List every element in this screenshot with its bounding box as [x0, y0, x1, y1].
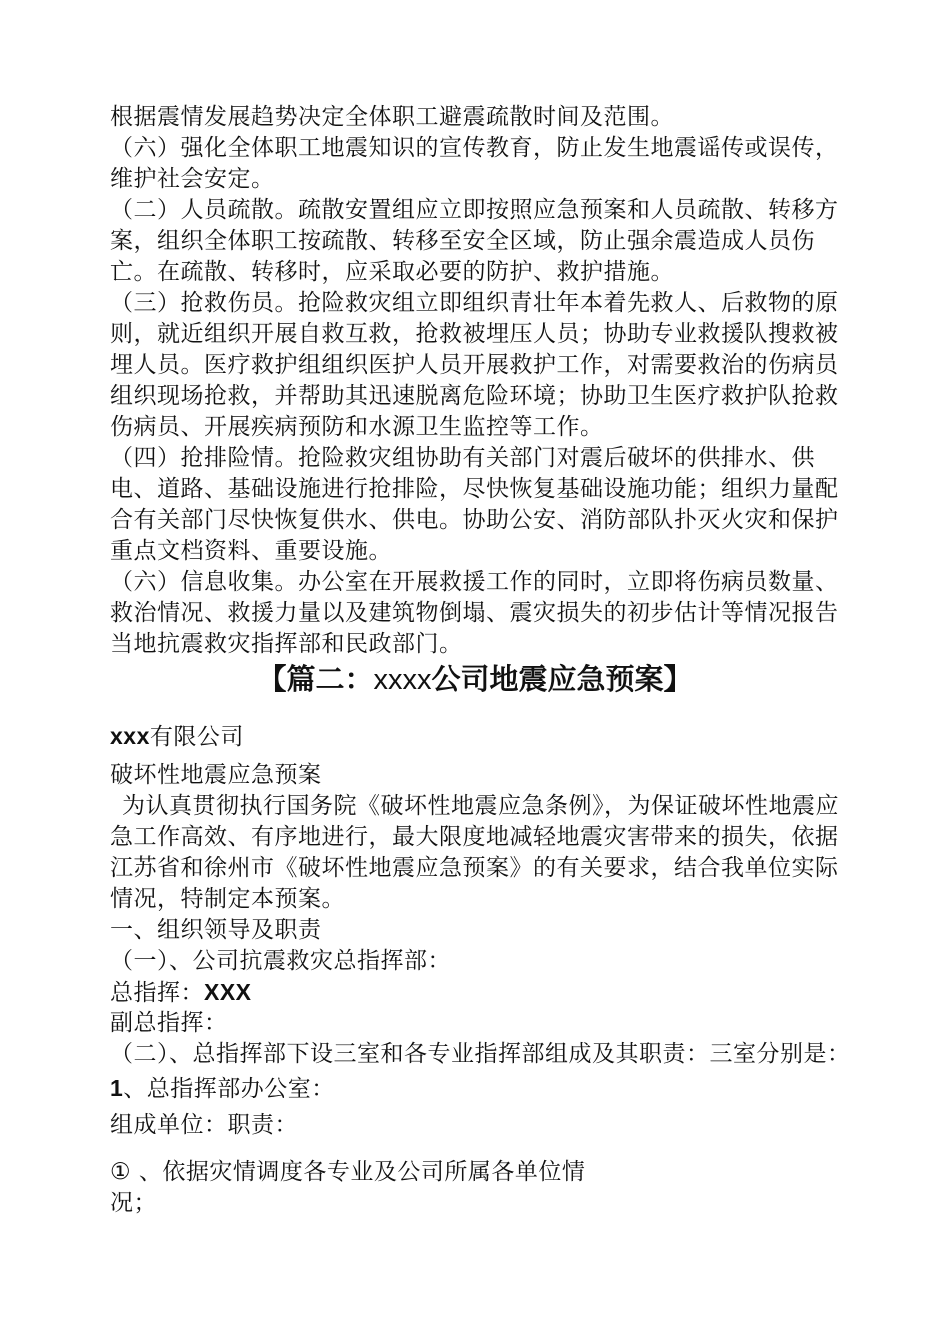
item-headquarters-office — [110, 1073, 860, 1105]
commander-line — [110, 977, 860, 1009]
item-number: 1 — [110, 1075, 124, 1101]
section-title-latin: xxxx — [373, 664, 432, 696]
subheading-offices: （二）、总指挥部下设三室和各专业指挥部组成及其职责：三室分别是： — [110, 1041, 851, 1067]
paragraph-publicity-education: （六）强化全体职工地震知识的宣传教育，防止发生地震谣传或误传，维护社会安定。 — [110, 135, 839, 192]
company-name — [110, 721, 860, 753]
duty-line-1: ① 、依据灾情调度各专业及公司所属各单位情 — [110, 1159, 586, 1185]
subheading-headquarters: （一）、公司抗震救灾总指挥部： — [110, 948, 451, 974]
heading-organization: 一、组织领导及职责 — [110, 917, 322, 943]
members-duties-line: 组成单位：职责： — [110, 1112, 298, 1138]
section-title-suffix: 公司地震应急预案】 — [431, 662, 693, 696]
section-title-prefix: 【篇二： — [257, 662, 374, 696]
paragraph-introduction: 为认真贯彻执行国务院《破坏性地震应急条例》，为保证破坏性地震应急工作高效、有序地进行，最大限度地减轻地震灾害带来的损失，依据江苏省和徐州市《破坏性地震应急预案》的有关要求，结合我单位实际情况，特制定本预案。 — [110, 793, 839, 912]
commander-value: XXX — [204, 979, 252, 1005]
commander-label: 总指挥： — [110, 980, 204, 1006]
duty-line-2: 况； — [110, 1190, 157, 1216]
deputy-commander-line: 副总指挥： — [110, 1010, 228, 1036]
section-title — [0, 659, 950, 700]
company-name-suffix: 有限公司 — [149, 724, 244, 750]
paragraph-evacuation-scope: 根据震情发展趋势决定全体职工避震疏散时间及范围。 — [110, 104, 674, 130]
paragraph-hazard-removal: （四）抢排险情。抢险救灾组协助有关部门对震后破坏的供排水、供电、道路、基础设施进行抢排险，尽快恢复基础设施功能；组织力量配合有关部门尽快恢复供水、供电。协助公安、消防部队扑灭火灾和保护重点文档资料、重要设施。 — [110, 445, 839, 564]
company-name-latin: xxx — [110, 723, 150, 749]
paragraph-rescue-wounded: （三）抢救伤员。抢险救灾组立即组织青壮年本着先救人、后救物的原则，就近组织开展自救互救，抢救被埋压人员；协助专业救援队搜救被埋人员。医疗救护组组织医护人员开展救护工作，对需要救治的伤病员组织现场抢救，并帮助其迅速脱离危险环境；协助卫生医疗救护队抢救伤病员、开展疾病预防和水源卫生监控等工作。 — [110, 290, 839, 440]
paragraph-information-collection: （六）信息收集。办公室在开展救援工作的同时，立即将伤病员数量、救治情况、救援力量以及建筑物倒塌、震灾损失的初步估计等情况报告当地抗震救灾指挥部和民政部门。 — [110, 569, 839, 657]
item-text: 、总指挥部办公室： — [123, 1076, 335, 1102]
paragraph-personnel-evacuation: （二）人员疏散。疏散安置组应立即按照应急预案和人员疏散、转移方案，组织全体职工按疏散、转移至安全区域，防止强余震造成人员伤亡。在疏散、转移时，应采取必要的防护、救护措施。 — [110, 197, 839, 285]
plan-name: 破坏性地震应急预案 — [110, 762, 322, 788]
